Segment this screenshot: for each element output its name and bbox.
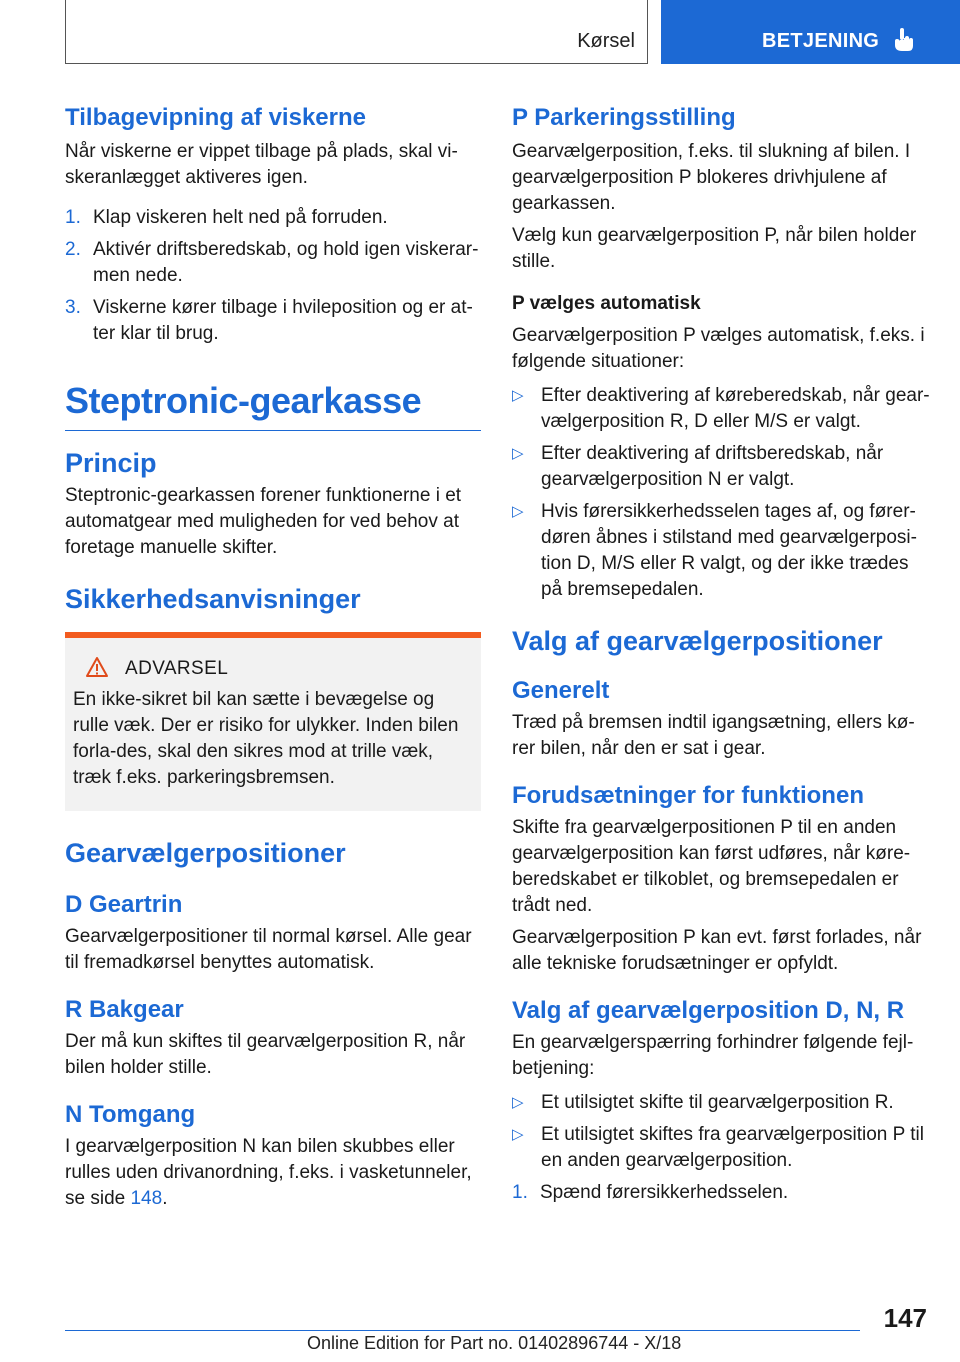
- p-auto-text: Gearvælgerposition P vælges automatisk, f.eks. i følgende situationer:: [512, 324, 925, 372]
- list-item: [512, 1180, 930, 1206]
- chapter-title: BETJENING: [762, 30, 880, 52]
- wipers-steps: [65, 205, 481, 347]
- warning-triangle-icon: [85, 656, 109, 683]
- bullet-text: Et utilsigtet skiftes fra gearvælgerposition P til en anden gearvælgerposition.: [541, 1123, 924, 1171]
- dnr-list: [512, 1090, 930, 1206]
- list-item: [65, 237, 481, 289]
- general-text: Træd på bremsen indtil igangsætning, ellers kø-rer bilen, når den er sat i gear.: [512, 711, 915, 759]
- p-auto-heading: P vælges automatisk: [512, 292, 701, 314]
- n-heading: N Tomgang: [65, 1100, 196, 1128]
- step-text: Viskerne kører tilbage i hvileposition og er at-ter klar til brug.: [93, 296, 473, 344]
- n-text-end: .: [162, 1187, 168, 1209]
- bullet-text: Efter deaktivering af køreberedskab, når gear-vælgerposition R, D eller M/S er valgt.: [541, 384, 930, 432]
- positions-heading: Gearvælgerpositioner: [65, 837, 346, 868]
- wipers-heading: Tilbagevipning af viskerne: [65, 104, 366, 131]
- bullet-icon: ▷: [512, 444, 524, 462]
- page-number: 147: [883, 1303, 927, 1333]
- valg-heading: Valg af gearvælgerpositioner: [512, 625, 883, 656]
- left-column: [65, 98, 481, 1212]
- warning-text: En ikke-sikret bil kan sætte i bevægelse og rulle væk. Der er risiko for ulykker. Inden bilen forla-des, skal den sikres mod at trille væk, træk f.eks. parkeringsbremsen.: [73, 688, 459, 788]
- princip-heading: Princip: [65, 447, 157, 478]
- bullet-icon: ▷: [512, 1125, 524, 1143]
- steptronic-heading: Steptronic-gearkasse: [65, 379, 481, 431]
- list-item: [512, 383, 930, 435]
- p-text-1: Gearvælgerposition, f.eks. til slukning af bilen. I gearvælgerposition P blokeres drivhjulene af gearkassen.: [512, 140, 911, 214]
- step-text: Aktivér driftsberedskab, og hold igen viskerar-men nede.: [93, 238, 479, 286]
- r-text: Der må kun skiftes til gearvælgerposition R, når bilen holder stille.: [65, 1030, 466, 1078]
- right-column: [512, 98, 930, 1206]
- n-text-paragraph: [65, 1134, 481, 1212]
- bullet-icon: ▷: [512, 502, 524, 520]
- step-number: 2.: [65, 238, 81, 260]
- section-title: Kørsel: [577, 30, 635, 52]
- wipers-intro: Når viskerne er vippet tilbage på plads, skal vi-skeranlægget aktiveres igen.: [65, 140, 458, 188]
- pointing-hand-icon: [893, 26, 915, 57]
- bullet-icon: ▷: [512, 386, 524, 404]
- bullet-text: Et utilsigtet skifte til gearvælgerposition R.: [541, 1091, 894, 1113]
- p-auto-list: [512, 383, 930, 603]
- d-heading: D Geartrin: [65, 891, 183, 919]
- n-text: I gearvælgerposition N kan bilen skubbes eller rulles uden drivanordning, f.eks. i vasketunneler, se side: [65, 1135, 472, 1209]
- step-text: Spænd førersikkerhedsselen.: [540, 1181, 789, 1203]
- warning-box: [65, 632, 481, 811]
- list-item: [512, 1122, 930, 1174]
- step-number: 1.: [65, 206, 81, 228]
- step-number: 1.: [512, 1181, 528, 1203]
- dnr-text: En gearvælgerspærring forhindrer følgende fejl-betjening:: [512, 1031, 914, 1079]
- step-text: Klap viskeren helt ned på forruden.: [93, 206, 388, 228]
- princip-text: Steptronic-gearkassen forener funktionerne i et automatgear med muligheden for ved behov at foretage manuelle skifter.: [65, 485, 462, 559]
- bullet-icon: ▷: [512, 1093, 524, 1111]
- dnr-heading: Valg af gearvælgerposition D, N, R: [512, 996, 905, 1024]
- requirements-heading: Forudsætninger for funktionen: [512, 781, 864, 809]
- list-item: [512, 499, 930, 603]
- p-text-2: Vælg kun gearvælgerposition P, når bilen holder stille.: [512, 224, 917, 272]
- p-heading: P Parkeringsstilling: [512, 104, 736, 131]
- warning-header: [85, 656, 473, 683]
- footer-divider: [65, 1330, 860, 1331]
- requirements-text-1: Skifte fra gearvælgerpositionen P til en anden gearvælgerposition kan først udføres, når køre-beredskabet er tilkoblet, og bremsepedalen er trådt ned.: [512, 816, 911, 916]
- bullet-text: Hvis førersikkerhedsselen tages af, og fører-døren åbnes i stilstand med gearvælgerposi-tion D, M/S eller R valgt, og der ikke trædes på bremsepedalen.: [541, 500, 917, 600]
- list-item: [65, 205, 481, 231]
- footer-edition: Online Edition for Part no. 01402896744 - X/18: [307, 1333, 682, 1353]
- d-text: Gearvælgerpositioner til normal kørsel. Alle gear til fremadkørsel benyttes automatisk.: [65, 925, 472, 973]
- r-heading: R Bakgear: [65, 995, 184, 1023]
- list-item: [65, 295, 481, 347]
- general-heading: Generelt: [512, 677, 610, 705]
- warning-label: ADVARSEL: [125, 658, 229, 680]
- page-link[interactable]: 148: [130, 1187, 163, 1209]
- bullet-text: Efter deaktivering af driftsberedskab, når gearvælgerposition N er valgt.: [541, 442, 884, 490]
- header-chapter-box: [661, 0, 960, 64]
- requirements-text-2: Gearvælgerposition P kan evt. først forlades, når alle tekniske forudsætninger er opfyldt.: [512, 926, 922, 974]
- list-item: [512, 1090, 930, 1116]
- step-number: 3.: [65, 296, 81, 318]
- safety-heading: Sikkerhedsanvisninger: [65, 584, 361, 615]
- header-section-box: [65, 0, 648, 64]
- list-item: [512, 441, 930, 493]
